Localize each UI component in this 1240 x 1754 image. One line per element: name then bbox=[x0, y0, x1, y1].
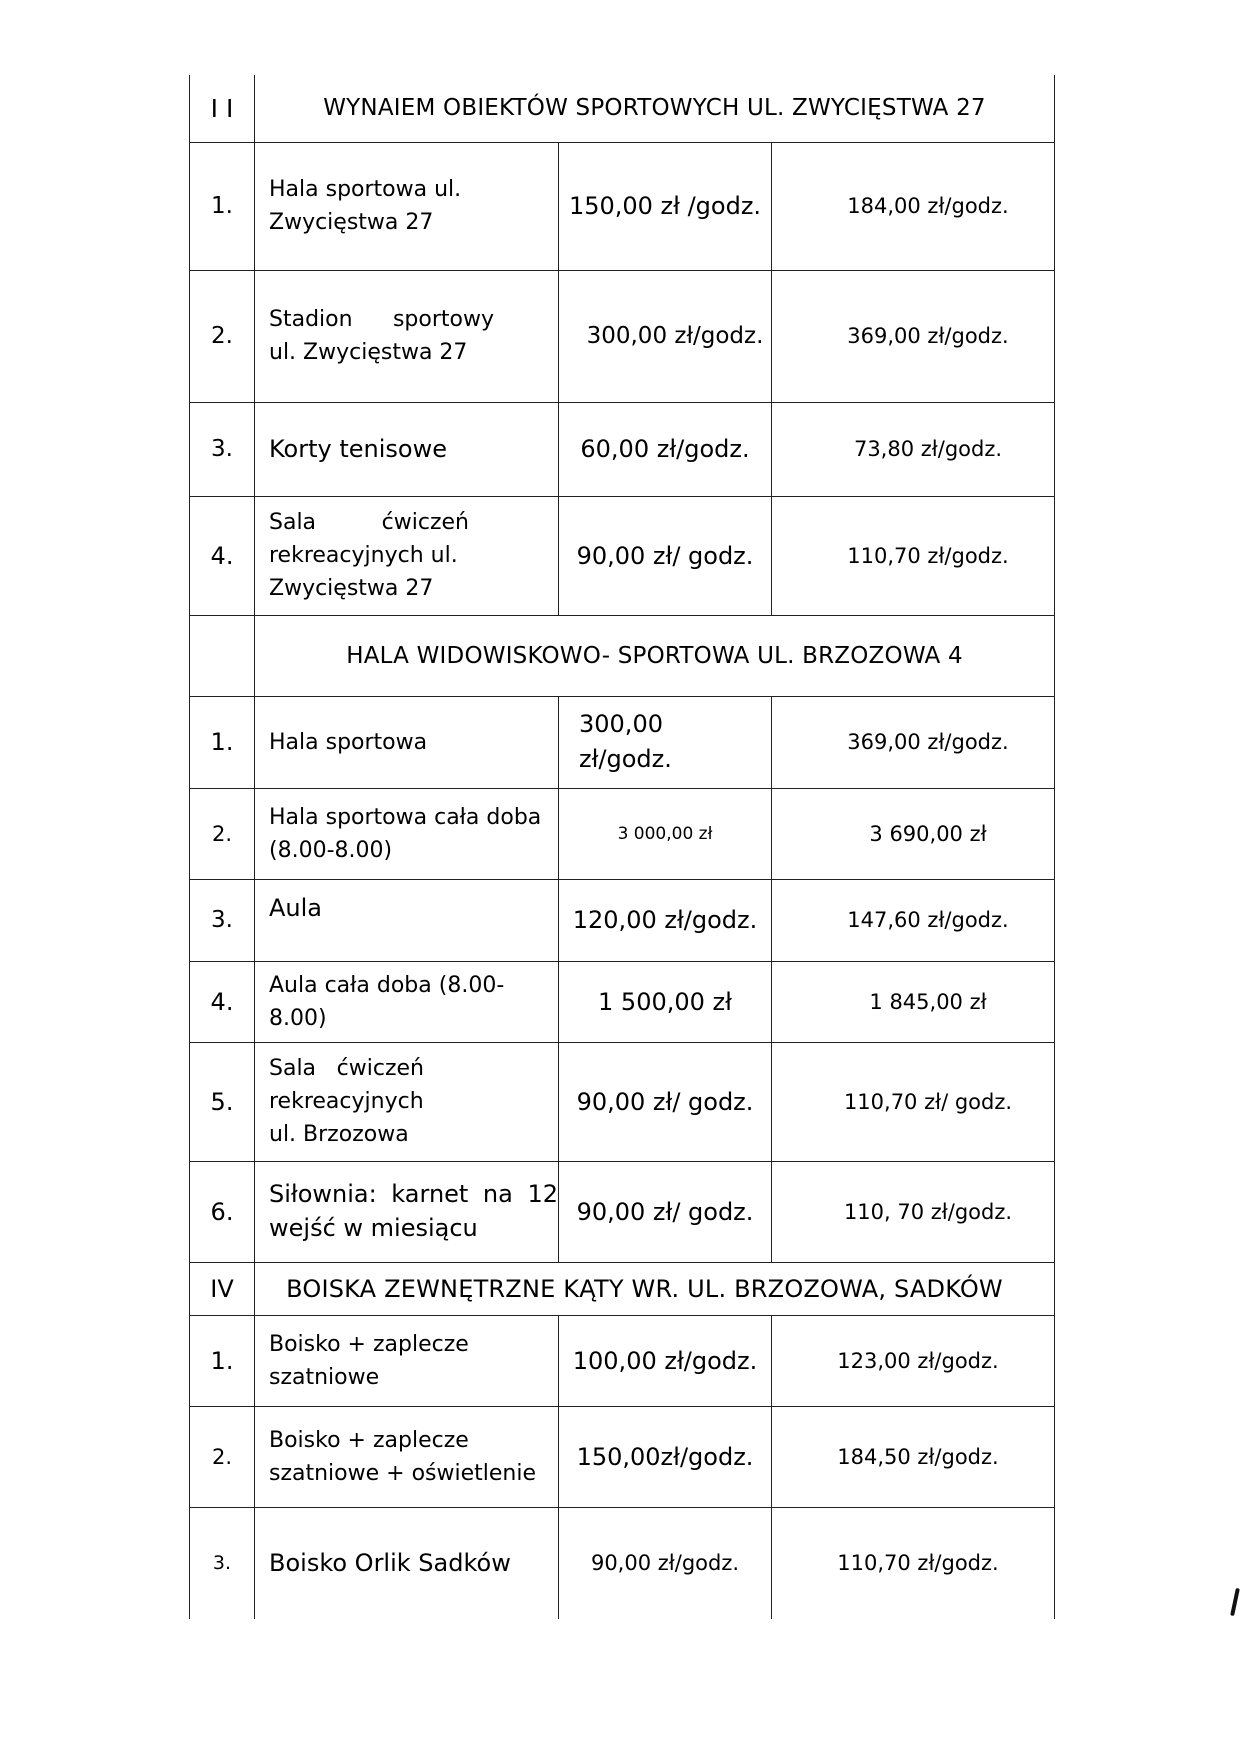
gross-price: 3 690,00 zł bbox=[772, 788, 1055, 879]
table-row bbox=[190, 1507, 1055, 1619]
net-price: 90,00 zł/ godz. bbox=[559, 1161, 772, 1262]
gross-price: 110,70 zł/godz. bbox=[772, 1507, 1055, 1619]
facility-name-line: Zwycięstwa 27 bbox=[269, 210, 434, 235]
facility-name-line: Zwycięstwa 27 bbox=[269, 576, 434, 601]
facility-name-line: Boisko + zaplecze bbox=[269, 1427, 469, 1453]
net-price: 3 000,00 zł bbox=[559, 788, 772, 879]
section-number: IV bbox=[190, 1262, 255, 1315]
row-number: 2. bbox=[190, 270, 255, 402]
facility-name: Korty tenisowe bbox=[255, 402, 559, 496]
section-number bbox=[190, 615, 255, 696]
gross-price: 73,80 zł/godz. bbox=[772, 402, 1055, 496]
section-number: I I bbox=[190, 75, 255, 142]
facility-name bbox=[255, 1161, 559, 1262]
net-price: 90,00 zł/ godz. bbox=[559, 496, 772, 615]
gross-price: 110,70 zł/ godz. bbox=[772, 1042, 1055, 1161]
facility-name-line: szatniowe + oświetlenie bbox=[269, 1460, 537, 1486]
net-price: 90,00 zł/ godz. bbox=[559, 1042, 772, 1161]
facility-name-line: Hala sportowa ul. bbox=[269, 177, 462, 202]
facility-name: Hala sportowa bbox=[255, 696, 559, 788]
row-number: 4. bbox=[190, 961, 255, 1042]
facility-name-line: Sala ćwiczeń bbox=[269, 510, 469, 535]
table-row bbox=[190, 1161, 1055, 1262]
facility-name bbox=[255, 1042, 559, 1161]
gross-price: 184,00 zł/godz. bbox=[772, 142, 1055, 270]
gross-price: 110, 70 zł/godz. bbox=[772, 1161, 1055, 1262]
pen-mark bbox=[1230, 1588, 1240, 1616]
net-price: 300,00 zł/godz. bbox=[559, 270, 772, 402]
row-number: 2. bbox=[190, 1406, 255, 1507]
facility-name-line: Boisko + zaplecze bbox=[269, 1331, 469, 1357]
facility-name bbox=[255, 1406, 559, 1507]
gross-price: 147,60 zł/godz. bbox=[772, 879, 1055, 961]
facility-name-line: Hala sportowa cała doba bbox=[269, 804, 542, 830]
row-number: 2. bbox=[190, 788, 255, 879]
facility-name-line: Siłownia: karnet na 12 bbox=[269, 1179, 558, 1208]
row-number: 1. bbox=[190, 142, 255, 270]
row-number: 5. bbox=[190, 1042, 255, 1161]
facility-name bbox=[255, 1315, 559, 1406]
row-number: 3. bbox=[190, 402, 255, 496]
gross-price: 110,70 zł/godz. bbox=[772, 496, 1055, 615]
gross-price: 1 845,00 zł bbox=[772, 961, 1055, 1042]
row-number: 1. bbox=[190, 696, 255, 788]
gross-price: 123,00 zł/godz. bbox=[772, 1315, 1055, 1406]
table-row bbox=[190, 696, 1055, 788]
net-price: 120,00 zł/godz. bbox=[559, 879, 772, 961]
section-header-row bbox=[190, 75, 1055, 142]
row-number: 3. bbox=[190, 879, 255, 961]
facility-name-line: Aula cała doba (8.00- bbox=[269, 972, 505, 998]
facility-name-line: ul. Brzozowa bbox=[269, 1122, 409, 1147]
facility-name-line: szatniowe bbox=[269, 1364, 380, 1390]
net-price: 60,00 zł/godz. bbox=[559, 402, 772, 496]
gross-price: 369,00 zł/godz. bbox=[772, 270, 1055, 402]
facility-name-line: ul. Zwycięstwa 27 bbox=[269, 340, 468, 365]
section-header-row bbox=[190, 1262, 1055, 1315]
net-price-line: zł/godz. bbox=[579, 745, 672, 773]
facility-name-line: Sala ćwiczeń bbox=[269, 1056, 424, 1081]
table-row bbox=[190, 961, 1055, 1042]
section-title: WYNAIEM OBIEKTÓW SPORTOWYCH UL. ZWYCIĘSTWA 27 bbox=[255, 75, 1055, 142]
facility-name-line: rekreacyjnych bbox=[269, 1089, 424, 1114]
price-list-table bbox=[189, 75, 1055, 1619]
row-number: 6. bbox=[190, 1161, 255, 1262]
table-row bbox=[190, 1042, 1055, 1161]
facility-name bbox=[255, 142, 559, 270]
facility-name: Boisko Orlik Sadków bbox=[255, 1507, 559, 1619]
table-row bbox=[190, 879, 1055, 961]
facility-name bbox=[255, 496, 559, 615]
net-price: 100,00 zł/godz. bbox=[559, 1315, 772, 1406]
net-price: 90,00 zł/godz. bbox=[559, 1507, 772, 1619]
table-row bbox=[190, 1406, 1055, 1507]
facility-name: Aula bbox=[255, 879, 559, 961]
row-number: 1. bbox=[190, 1315, 255, 1406]
net-price: 1 500,00 zł bbox=[559, 961, 772, 1042]
facility-name-line: rekreacyjnych ul. bbox=[269, 543, 458, 568]
table-row bbox=[190, 402, 1055, 496]
table-row bbox=[190, 270, 1055, 402]
gross-price: 369,00 zł/godz. bbox=[772, 696, 1055, 788]
table-row bbox=[190, 142, 1055, 270]
gross-price: 184,50 zł/godz. bbox=[772, 1406, 1055, 1507]
section-title: BOISKA ZEWNĘTRZNE KĄTY WR. UL. BRZOZOWA, SADKÓW bbox=[255, 1262, 1055, 1315]
section-header-row bbox=[190, 615, 1055, 696]
row-number: 4. bbox=[190, 496, 255, 615]
section-title: HALA WIDOWISKOWO- SPORTOWA UL. BRZOZOWA 4 bbox=[255, 615, 1055, 696]
net-price: 150,00 zł /godz. bbox=[559, 142, 772, 270]
net-price-line: 300,00 bbox=[579, 710, 663, 739]
row-number: 3. bbox=[190, 1507, 255, 1619]
facility-name bbox=[255, 788, 559, 879]
facility-name-line: 8.00) bbox=[269, 1005, 327, 1031]
facility-name-line: (8.00-8.00) bbox=[269, 837, 393, 863]
facility-name bbox=[255, 961, 559, 1042]
facility-name-line: Stadion sportowy bbox=[269, 307, 494, 332]
table-row bbox=[190, 1315, 1055, 1406]
table-row bbox=[190, 496, 1055, 615]
net-price: 150,00zł/godz. bbox=[559, 1406, 772, 1507]
facility-name-line: wejść w miesiącu bbox=[269, 1213, 478, 1242]
facility-name bbox=[255, 270, 559, 402]
table-row bbox=[190, 788, 1055, 879]
net-price bbox=[559, 696, 772, 788]
